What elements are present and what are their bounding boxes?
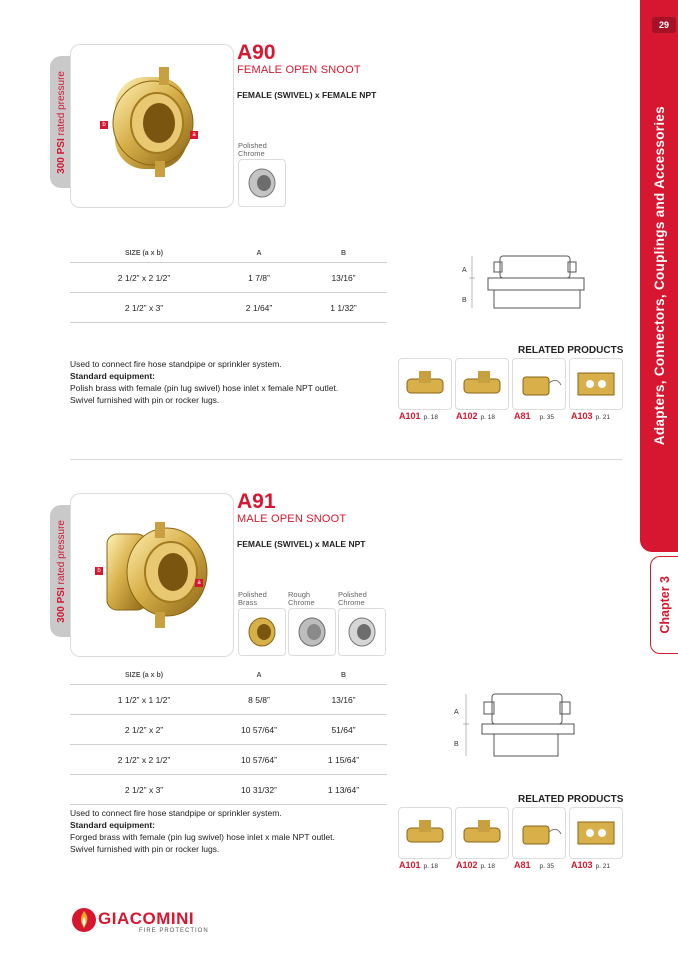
- brass-fitting-thumb: [239, 609, 285, 655]
- table-row: 2 1/2” x 3” 2 1/64” 1 1/32”: [70, 293, 387, 323]
- tee-fitting-icon: [456, 808, 508, 858]
- table-row: 2 1/2” x 2 1/2” 1 7/8” 13/16”: [70, 263, 387, 293]
- related-product-thumb[interactable]: [398, 358, 452, 410]
- col-a: A: [256, 249, 262, 257]
- connection-type: FEMALE (SWIVEL) x MALE NPT: [237, 539, 366, 549]
- dimension-drawing: [450, 690, 580, 760]
- col-size: SIZE (a x b): [124, 671, 164, 679]
- product-photo: [70, 493, 234, 657]
- brand-tagline: FIRE PROTECTION: [139, 928, 209, 934]
- section-title: Adapters, Connectors, Couplings and Accessories: [651, 106, 667, 446]
- flame-logo-icon: [70, 906, 98, 934]
- chrome-fitting-thumb: [239, 160, 285, 206]
- related-link[interactable]: A101 p. 18: [399, 860, 438, 870]
- spanner-plate-icon: [570, 359, 622, 409]
- finish-swatch-polished-chrome[interactable]: [338, 608, 386, 656]
- pressure-rating: 300 PSI rated pressure: [50, 505, 72, 637]
- col-b: B: [340, 671, 347, 679]
- spec-table: [70, 244, 387, 323]
- table-row: 2 1/2” x 2” 10 57/64” 51/64”: [70, 715, 387, 745]
- col-a: A: [256, 671, 262, 679]
- section-divider: [70, 459, 622, 460]
- page-number: 29: [652, 17, 676, 33]
- product-photo: [70, 44, 234, 208]
- related-product-thumb[interactable]: [455, 807, 509, 859]
- related-product-thumb[interactable]: [569, 807, 623, 859]
- related-link[interactable]: A102 p. 18: [456, 860, 495, 870]
- connection-type: FEMALE (SWIVEL) x FEMALE NPT: [237, 90, 377, 100]
- rough-chrome-fitting-thumb: [289, 609, 335, 655]
- male-snoot-fitting-image: [71, 494, 233, 656]
- dim-label-b: B: [462, 297, 467, 304]
- table-row: 2 1/2” x 2 1/2” 10 57/64” 1 15/64”: [70, 745, 387, 775]
- related-products-title: RELATED PRODUCTS: [518, 794, 624, 805]
- dim-label-b: B: [454, 741, 459, 748]
- dim-a-marker: a: [190, 131, 198, 139]
- related-product-thumb[interactable]: [512, 358, 566, 410]
- related-product-thumb[interactable]: [512, 807, 566, 859]
- related-link[interactable]: A102 p. 18: [456, 411, 495, 421]
- related-link[interactable]: A103 p. 21: [571, 411, 610, 421]
- product-name: FEMALE OPEN SNOOT: [237, 64, 361, 76]
- related-link[interactable]: A81 p. 35: [514, 411, 554, 421]
- related-link[interactable]: A81 p. 35: [514, 860, 554, 870]
- chapter-tab[interactable]: Chapter 3: [650, 556, 678, 654]
- tee-fitting-icon: [399, 359, 451, 409]
- related-link[interactable]: A101 p. 18: [399, 411, 438, 421]
- chrome-fitting-thumb: [339, 609, 385, 655]
- finish-swatch-rough-chrome[interactable]: [288, 608, 336, 656]
- finish-label: Polished Chrome: [338, 590, 367, 607]
- finish-swatch-polished-brass[interactable]: [238, 608, 286, 656]
- tee-fitting-icon: [456, 359, 508, 409]
- related-product-thumb[interactable]: [455, 358, 509, 410]
- dim-b-marker: b: [95, 567, 103, 575]
- table-row: 1 1/2” x 1 1/2” 8 5/8” 13/16”: [70, 685, 387, 715]
- product-description: Used to connect fire hose standpipe or sprinkler system. Standard equipment: Forged brass with female (pin lug swivel) hose inlet x male NPT outlet. Swivel furnished with pin or rocker lugs.: [70, 808, 335, 854]
- pressure-rating: 300 PSI rated pressure: [50, 56, 72, 188]
- product-code: A90: [237, 41, 276, 64]
- finish-label: Polished Brass: [238, 590, 267, 607]
- product-name: MALE OPEN SNOOT: [237, 513, 347, 525]
- product-description: Used to connect fire hose standpipe or sprinkler system. Standard equipment: Polish brass with female (pin lug swivel) hose inlet x female NPT outlet. Swivel furnished with pin or rocker lugs.: [70, 359, 339, 405]
- brand-logo: GIACOMINI: [98, 909, 195, 928]
- related-product-thumb[interactable]: [398, 807, 452, 859]
- col-b: B: [340, 249, 347, 257]
- dim-label-a: A: [462, 267, 467, 274]
- col-size: SIZE (a x b): [124, 249, 164, 257]
- table-row: 2 1/2” x 3” 10 31/32” 1 13/64”: [70, 775, 387, 805]
- spanner-plate-icon: [570, 808, 622, 858]
- cap-chain-icon: [513, 359, 565, 409]
- dimension-drawing: [460, 250, 590, 312]
- swivel-fitting-image: [71, 45, 233, 207]
- finish-label: Polished Chrome: [238, 141, 267, 158]
- tee-fitting-icon: [399, 808, 451, 858]
- related-products-title: RELATED PRODUCTS: [518, 345, 624, 356]
- spec-table: [70, 666, 387, 805]
- product-code: A91: [237, 490, 276, 513]
- related-link[interactable]: A103 p. 21: [571, 860, 610, 870]
- finish-swatch-polished-chrome[interactable]: [238, 159, 286, 207]
- cap-chain-icon: [513, 808, 565, 858]
- dim-a-marker: a: [195, 579, 203, 587]
- dim-b-marker: b: [100, 121, 108, 129]
- finish-label: Rough Chrome: [288, 590, 315, 607]
- dim-label-a: A: [454, 709, 459, 716]
- related-product-thumb[interactable]: [569, 358, 623, 410]
